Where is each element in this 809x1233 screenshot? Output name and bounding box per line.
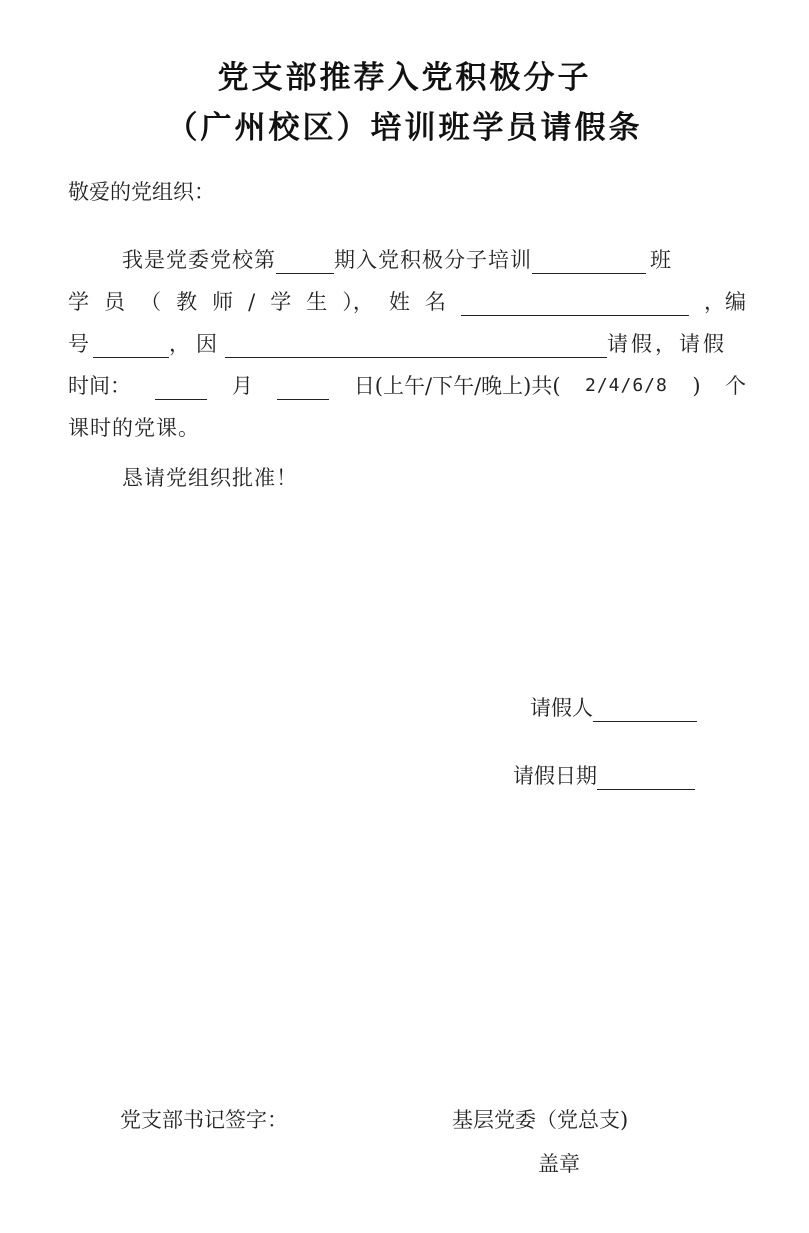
identity-char: 生 [306,290,328,314]
text-number-label: ，编 [703,290,746,314]
identity-char: 学 [270,290,292,314]
identity-char: ）， [342,290,374,314]
date-blank[interactable] [597,767,695,790]
body-line-2 [68,288,746,316]
text-close-paren: ) [692,374,701,398]
identity-char: 名 [424,290,446,314]
applicant-label: 请假人 [530,696,593,720]
text-because: ，因 [169,332,223,356]
date-row [513,762,695,790]
identity-char: 学 [68,290,89,314]
identity-char: / [248,290,256,314]
session-number-blank[interactable] [276,251,334,274]
text-leave-time: 请假，请假 [607,332,727,356]
name-blank[interactable] [461,293,689,316]
day-blank[interactable] [277,377,329,400]
committee-label: 基层党委（党总支) [452,1108,629,1132]
date-label: 请假日期 [513,764,597,788]
form-title-line2: （广州校区）培训班学员请假条 [166,110,643,146]
identity-char: 员 [104,290,126,314]
text-class: 班 [650,248,672,272]
text-training-session: 期入党积极分子培训 [334,248,532,272]
body-line-5: 课时的党课。 [68,416,200,440]
student-number-blank[interactable] [93,335,169,358]
form-title-line1: 党支部推荐入党积极分子 [217,60,592,96]
body-line-3 [68,330,746,358]
text-unit: 个 [724,374,746,398]
secretary-signature: 党支部书记签字： [120,1108,288,1132]
class-name-blank[interactable] [532,251,646,274]
request-approval: 恳请党组织批准！ [122,466,298,490]
applicant-row [530,694,697,722]
applicant-blank[interactable] [593,699,697,722]
identity-char: 教 [176,290,198,314]
identity-char: 师 [212,290,234,314]
text-party-school: 我是党委党校第 [122,248,276,272]
text-time-label: 时间： [68,374,131,398]
body-line-1 [68,246,746,274]
body-line-4 [68,372,746,400]
month-blank[interactable] [155,377,207,400]
salutation: 敬爱的党组织： [68,180,215,204]
text-month: 月 [231,374,253,398]
text-hours-options: 2/4/6/8 [585,375,668,396]
text-day-period: 日(上午/下午/晚上)共( [353,374,561,398]
reason-blank[interactable] [225,335,607,358]
seal-label: 盖章 [538,1152,580,1176]
identity-char: （ [140,290,162,314]
text-number-end: 号 [68,332,89,356]
identity-char: 姓 [388,290,410,314]
